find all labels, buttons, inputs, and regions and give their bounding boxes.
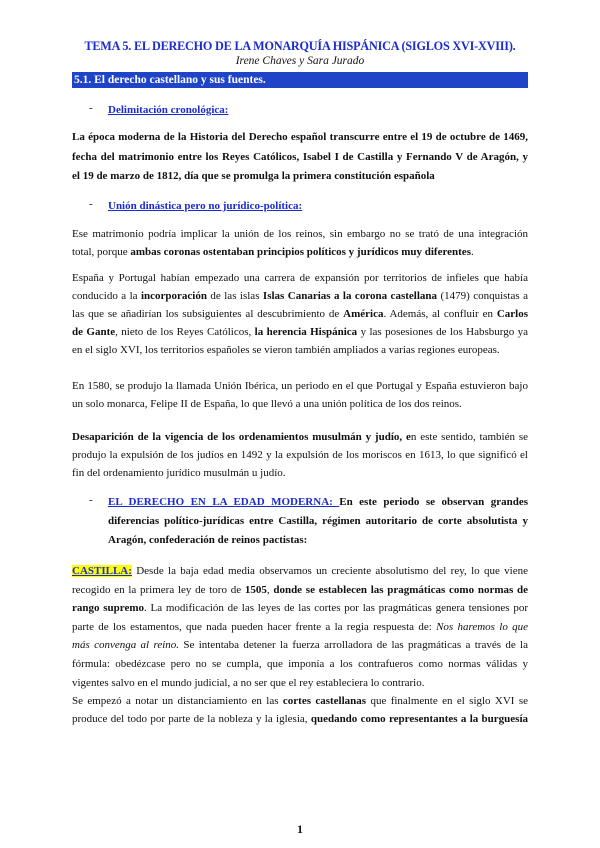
text-line: en el siglo XVI, los territorios españoles se vieron también ampliados a varias regiones europeas.: [72, 344, 500, 356]
paragraph-marriage: [72, 225, 528, 261]
paragraph-expansion: [72, 269, 528, 359]
text-line: más convenga al reino. Se intentaba detener la fuerza arrolladora de las pragmáticas a través de la: [72, 639, 528, 652]
subheading-dynastic-union-link[interactable]: Unión dinástica pero no jurídico-política:: [108, 200, 303, 212]
document-title: TEMA 5. EL DERECHO DE LA MONARQUÍA HISPÁNICA (SIGLOS XVI-XVIII).: [84, 39, 516, 53]
bullet-dash: -: [89, 102, 93, 114]
castilla-label: CASTILLA:: [72, 565, 132, 577]
paragraph-chronology: [72, 128, 528, 187]
section-heading: 5.1. El derecho castellano y sus fuentes.: [72, 72, 528, 88]
paragraph-disappearance: [72, 428, 528, 482]
paragraph-iberian-union: [72, 377, 528, 413]
text-line: En 1580, se produjo la llamada Unión Ibérica, un periodo en el que Portugal y España estuvieron bajo: [72, 380, 528, 392]
text-line: España y Portugal habían empezado una carrera de expansión por territorios de infieles que había: [72, 272, 528, 284]
text-line: EL DERECHO EN LA EDAD MODERNA: En este periodo se observan grandes: [108, 496, 528, 508]
paragraph-cortes: [72, 692, 528, 728]
text-line: fin del ordenamiento jurídico musulmán u judío.: [72, 467, 286, 479]
text-line: Ese matrimonio podría implicar la unión de los reinos, sin embargo no se trató de una integración: [72, 228, 528, 240]
subheading-chronology-link[interactable]: Delimitación cronológica:: [108, 104, 229, 116]
text-line: las que se añadirían los subsiguientes al descubrimiento de América. Además, al confluir en Carlos: [72, 308, 528, 320]
text-line: de Gante, nieto de los Reyes Católicos, la herencia Hispánica y las posesiones de los Habsburgo ya: [72, 326, 528, 338]
text-line: La época moderna de la Historia del Derecho español transcurre entre el 19 de octubre de 1469,: [72, 131, 528, 143]
subheading-chronology[interactable]: [108, 101, 528, 119]
paragraph-castilla: [72, 562, 528, 692]
text-line: fecha del matrimonio entre los Reyes Católicos, Isabel I de Castilla y Fernando V de Aragón, y: [72, 150, 528, 163]
text-line: un solo monarca, Felipe II de España, lo que llevó a una unión política de los dos reinos.: [72, 398, 462, 410]
text-line: Aragón, confederación de reinos pactistas:: [108, 534, 308, 546]
text-line: vigentes salvo en el mundo judicial, a no ser que el rey estableciera lo contrario.: [72, 676, 425, 689]
text-line: total, porque ambas coronas ostentaban principios políticos y jurídicos muy diferentes.: [72, 246, 474, 258]
page-number: 1: [297, 822, 303, 836]
bullet-dash: -: [89, 494, 93, 506]
text-line: rango supremo. La modificación de las leyes de las cortes por las pragmáticas genera tensiones por: [72, 602, 528, 615]
text-line: diferencias político-jurídicas entre Castilla, régimen autoritario de corte absolutista y: [108, 515, 528, 527]
subheading-modern-age: [108, 493, 528, 550]
text-line: produjo la expulsión de los judíos en 1492 y la expulsión de los moriscos en 1613, lo que significó el: [72, 449, 528, 461]
text-line: CASTILLA: Desde la baja edad media observamos un creciente absolutismo del rey, lo que viene: [72, 565, 528, 577]
subheading-dynastic-union[interactable]: [108, 197, 528, 215]
document-authors: Irene Chaves y Sara Jurado: [235, 55, 365, 67]
text-line: produce del todo por parte de la nobleza y la iglesia, quedando como representantes a la burguesía: [72, 713, 529, 725]
text-line: parte de los estamentos, que nada pueden hacer frente a la regia respuesta de: Nos haremos lo que: [72, 620, 528, 633]
text-line: Desaparición de la vigencia de los ordenamientos musulmán y judío, en este sentido, también se: [72, 431, 528, 443]
bullet-dash: -: [89, 198, 93, 210]
text-line: conducido a la incorporación de las islas Islas Canarias a la corona castellana (1479) conquistas a: [72, 290, 528, 302]
text-line: el 19 de marzo de 1812, día que se promulga la primera constitución española: [72, 170, 435, 182]
text-line: fórmula: obedézcase pero no se cumpla, que imponía a los contrafueros como normas válidas y: [72, 657, 528, 670]
modern-age-link[interactable]: EL DERECHO EN LA EDAD MODERNA:: [108, 496, 340, 508]
text-line: Se empezó a notar un distanciamiento en las cortes castellanas que finalmente en el siglo XVI se: [72, 695, 528, 707]
text-line: recogido en la primera ley de toro de 1505, donde se establecen las pragmáticas como normas de: [72, 583, 529, 596]
